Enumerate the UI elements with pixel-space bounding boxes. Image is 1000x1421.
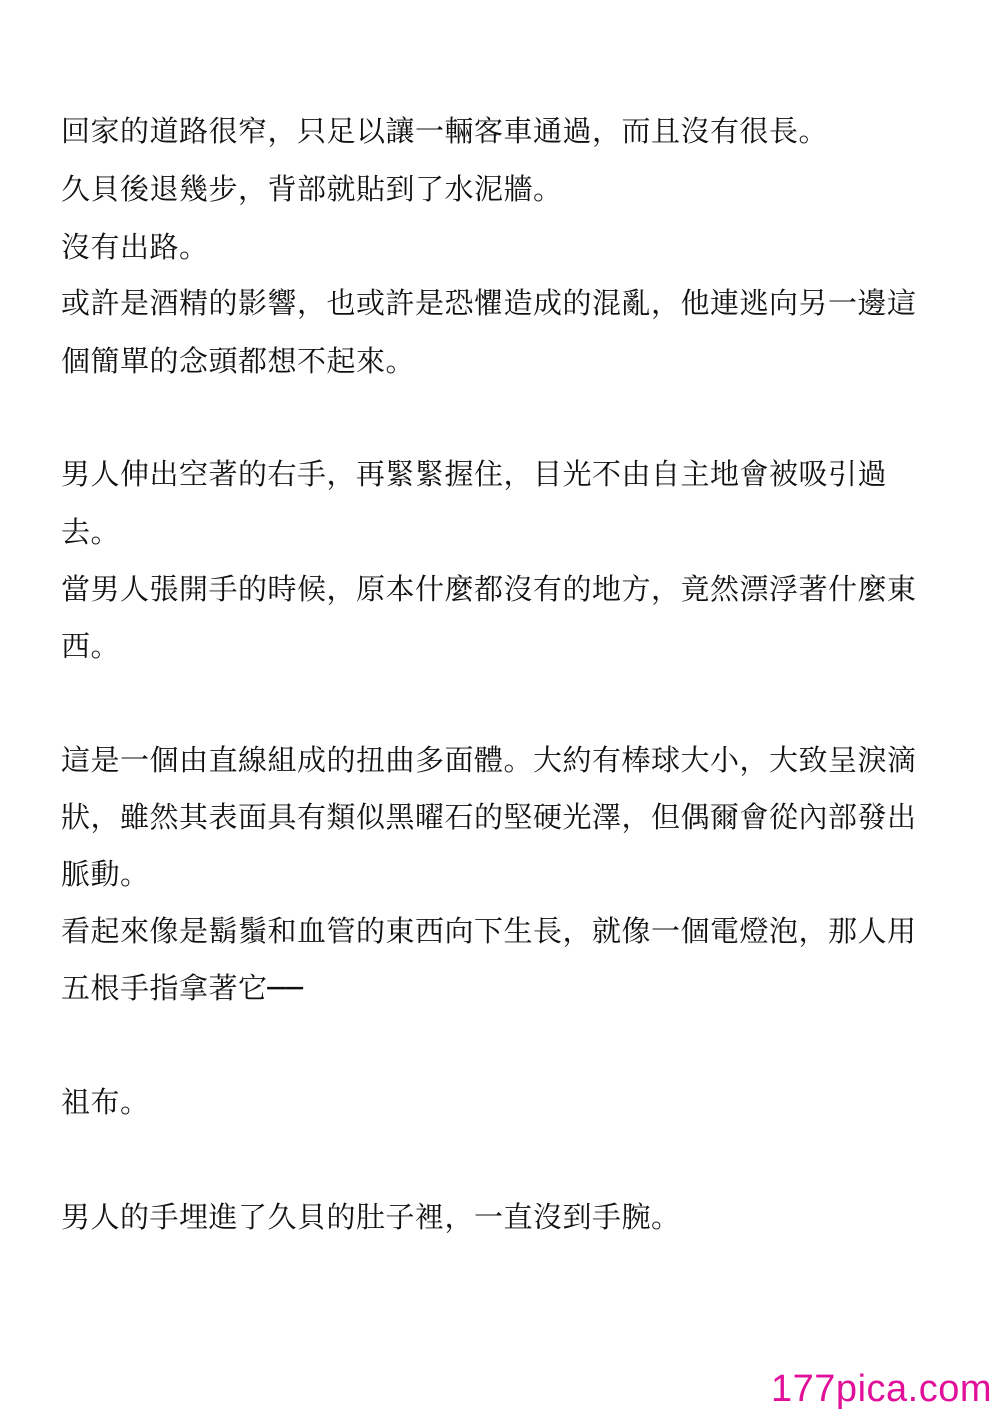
text-line-7: 去。 (61, 515, 121, 549)
text-line-10: 這是一個由直線組成的扭曲多面體。大約有棒球大小，大致呈淚滴 (61, 743, 917, 777)
watermark-text: 177pica.com (771, 1368, 992, 1410)
text-line-13: 看起來像是鬍鬚和血管的東西向下生長，就像一個電燈泡，那人用 (61, 914, 917, 948)
text-line-16: 男人的手埋進了久貝的肚子裡，一直沒到手腕。 (61, 1200, 681, 1234)
text-line-3: 沒有出路。 (61, 230, 209, 264)
text-line-1: 回家的道路很窄，只足以讓一輛客車通過，而且沒有很長。 (61, 114, 829, 148)
text-line-5: 個簡單的念頭都想不起來。 (61, 344, 416, 378)
text-line-12: 脈動。 (61, 857, 150, 891)
text-line-2: 久貝後退幾步，背部就貼到了水泥牆。 (61, 172, 563, 206)
text-line-9: 西。 (61, 629, 121, 663)
text-line-4: 或許是酒精的影響，也或許是恐懼造成的混亂，他連逃向另一邊這 (61, 286, 917, 320)
text-line-8: 當男人張開手的時候，原本什麼都沒有的地方，竟然漂浮著什麼東 (61, 572, 917, 606)
text-line-14: 五根手指拿著它── (61, 971, 304, 1005)
text-line-11: 狀，雖然其表面具有類似黑曜石的堅硬光澤，但偶爾會從內部發出 (61, 800, 917, 834)
text-line-15: 祖布。 (61, 1085, 150, 1119)
text-line-6: 男人伸出空著的右手，再緊緊握住，目光不由自主地會被吸引過 (61, 457, 888, 491)
